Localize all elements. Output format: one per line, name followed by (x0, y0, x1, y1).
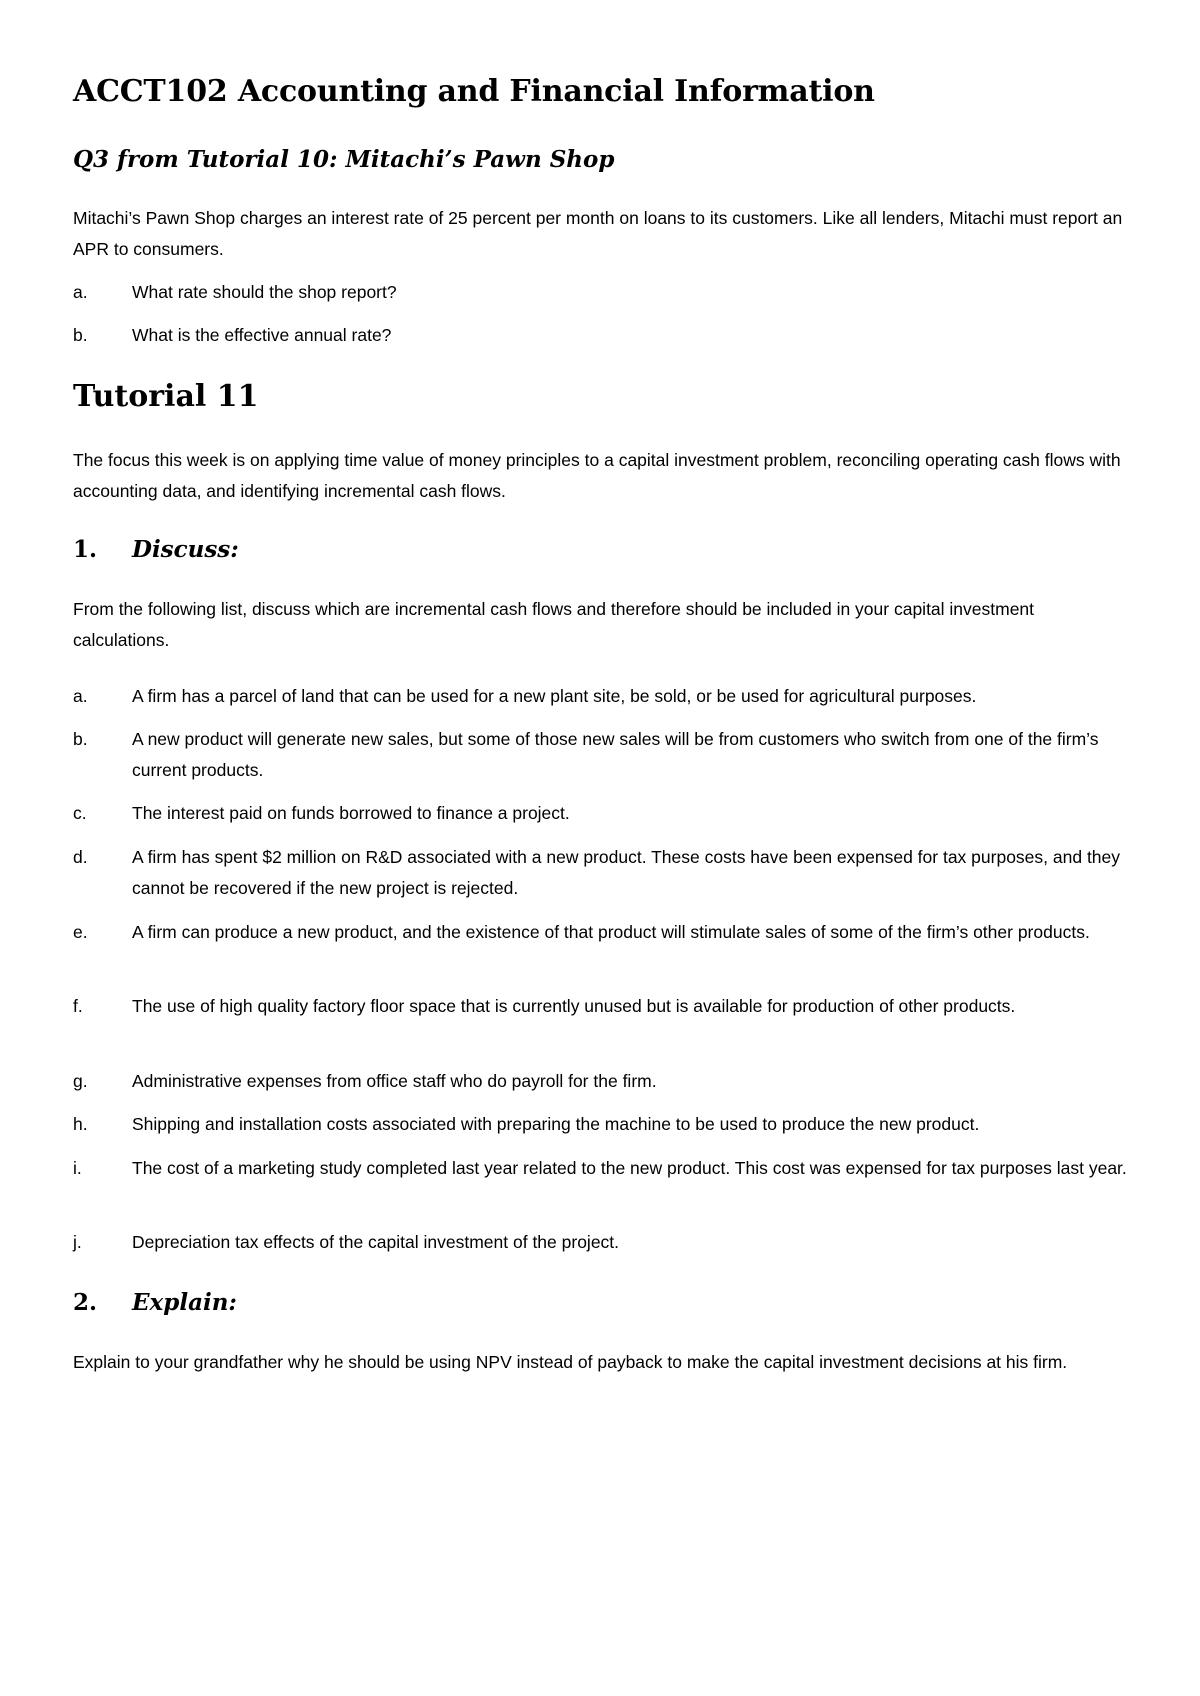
q3-item-a (73, 277, 1133, 308)
discuss-item-d (73, 842, 1133, 904)
discuss-item-f (73, 991, 1133, 1022)
discuss-heading (73, 535, 1133, 565)
section-number: 1. (73, 536, 98, 563)
list-item-text: The interest paid on funds borrowed to finance a project. (132, 803, 570, 823)
discuss-intro: From the following list, discuss which are incremental cash flows and therefore should be included in your capital investment calculations. (73, 599, 1035, 650)
discuss-item-a (73, 681, 1133, 712)
document-title: ACCT102 Accounting and Financial Information (73, 74, 875, 109)
list-marker: b. (73, 325, 88, 345)
discuss-item-e (73, 917, 1133, 948)
list-marker: h. (73, 1114, 88, 1134)
discuss-item-b (73, 724, 1133, 786)
explain-text: Explain to your grandfather why he should be using NPV instead of payback to make the capital investment decisions at his firm. (73, 1352, 1068, 1372)
list-marker: i. (73, 1158, 82, 1178)
q3-item-b (73, 320, 1133, 351)
list-marker: f. (73, 996, 83, 1016)
list-item-text: Administrative expenses from office staff who do payroll for the firm. (132, 1071, 657, 1091)
list-marker: d. (73, 847, 88, 867)
list-marker: e. (73, 922, 88, 942)
list-item-text: The cost of a marketing study completed last year related to the new product. This cost was expensed for tax purposes last year. (132, 1158, 1127, 1178)
list-item-text: Shipping and installation costs associated with preparing the machine to be used to produce the new product. (132, 1114, 980, 1134)
list-item-text: What is the effective annual rate? (132, 325, 392, 345)
list-item-text: A new product will generate new sales, but some of those new sales will be from customers who switch from one of the firm’s current products. (132, 729, 1099, 780)
section-number: 2. (73, 1289, 98, 1316)
discuss-item-i (73, 1153, 1133, 1184)
list-marker: a. (73, 686, 88, 706)
list-marker: a. (73, 282, 88, 302)
list-item-text: A firm has a parcel of land that can be used for a new plant site, be sold, or be used for agricultural purposes. (132, 686, 977, 706)
discuss-item-h (73, 1109, 1133, 1140)
list-item-text: The use of high quality factory floor space that is currently unused but is available for production of other products. (132, 996, 1016, 1016)
list-item-text: Depreciation tax effects of the capital investment of the project. (132, 1232, 620, 1252)
list-item-text: A firm has spent $2 million on R&D associated with a new product. These costs have been expensed for tax purposes, and they cannot be recovered if the new project is rejected. (132, 847, 1121, 898)
list-marker: g. (73, 1071, 88, 1091)
tutorial-intro: The focus this week is on applying time value of money principles to a capital investment problem, reconciling operating cash flows with accounting data, and identifying incremental cash flows. (73, 450, 1121, 501)
list-marker: c. (73, 803, 87, 823)
section-title: Explain: (132, 1289, 237, 1316)
discuss-item-c (73, 798, 1133, 829)
discuss-item-j (73, 1227, 1133, 1258)
list-item-text: A firm can produce a new product, and the existence of that product will stimulate sales of some of the firm’s other products. (132, 922, 1090, 942)
list-item-text: What rate should the shop report? (132, 282, 397, 302)
discuss-item-g (73, 1066, 1133, 1097)
tutorial-heading: Tutorial 11 (73, 379, 259, 414)
list-marker: b. (73, 729, 88, 749)
q3-intro: Mitachi’s Pawn Shop charges an interest rate of 25 percent per month on loans to its customers. Like all lenders, Mitachi must report an APR to consumers. (73, 208, 1123, 259)
explain-heading (73, 1288, 1133, 1318)
list-marker: j. (73, 1232, 82, 1252)
section-title: Discuss: (132, 536, 239, 563)
q3-heading: Q3 from Tutorial 10: Mitachi’s Pawn Shop (73, 146, 615, 173)
